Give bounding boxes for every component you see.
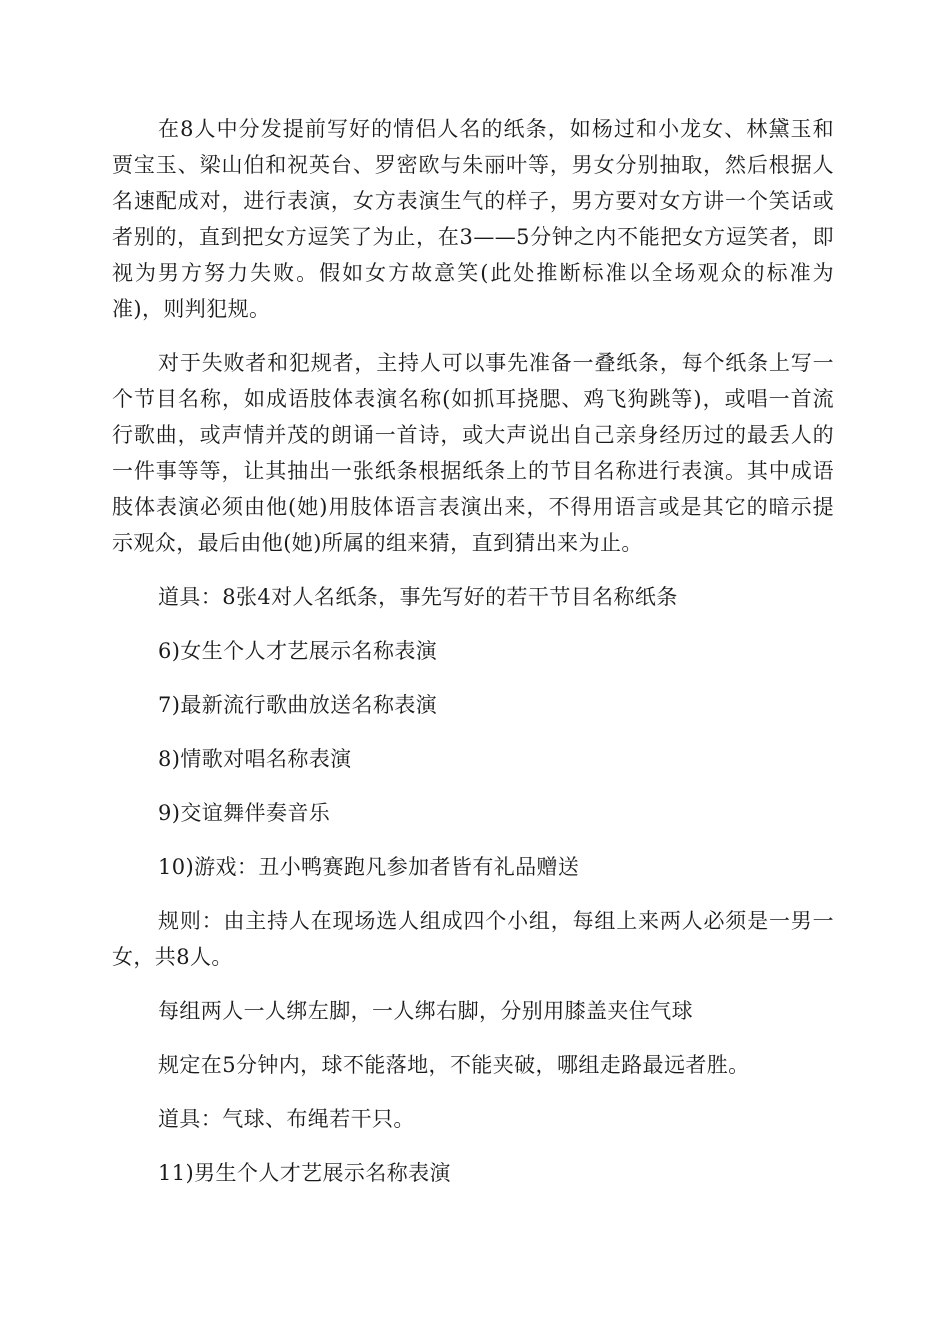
list-item-7: 7)最新流行歌曲放送名称表演	[158, 693, 438, 717]
list-item-6: 6)女生个人才艺展示名称表演	[158, 639, 438, 663]
paragraph-props-2: 道具：气球、布绳若干只。	[158, 1107, 415, 1131]
paragraph-duckling-rules: 规则：由主持人在现场选人组成四个小组，每组上来两人必须是一男一女，共8人。	[112, 909, 834, 969]
document-body	[112, 111, 834, 1191]
paragraph-props-1: 道具：8张4对人名纸条，事先写好的若干节目名称纸条	[158, 585, 678, 609]
list-item-8: 8)情歌对唱名称表演	[158, 747, 352, 771]
list-item-9: 9)交谊舞伴奏音乐	[158, 801, 331, 825]
list-item-10: 10)游戏：丑小鸭赛跑凡参加者皆有礼品赠送	[158, 855, 580, 879]
paragraph-couple-game-rules: 在8人中分发提前写好的情侣人名的纸条，如杨过和小龙女、林黛玉和贾宝玉、梁山伯和祝英台、罗密欧与朱丽叶等，男女分别抽取，然后根据人名速配成对，进行表演，女方表演生气的样子，男方要对女方讲一个笑话或者别的，直到把女方逗笑了为止，在3——5分钟之内不能把女方逗笑者，即视为男方努力失败。假如女方故意笑(此处推断标准以全场观众的标准为准)，则判犯规。	[112, 117, 834, 321]
paragraph-duckling-win-condition: 规定在5分钟内，球不能落地，不能夹破，哪组走路最远者胜。	[158, 1053, 750, 1077]
paragraph-duckling-method: 每组两人一人绑左脚，一人绑右脚，分别用膝盖夹住气球	[158, 999, 693, 1023]
list-item-11: 11)男生个人才艺展示名称表演	[158, 1161, 451, 1185]
paragraph-penalty-rules: 对于失败者和犯规者，主持人可以事先准备一叠纸条，每个纸条上写一个节目名称，如成语肢体表演名称(如抓耳挠腮、鸡飞狗跳等)，或唱一首流行歌曲，或声情并茂的朗诵一首诗，或大声说出自己亲身经历过的最丢人的一件事等等，让其抽出一张纸条根据纸条上的节目名称进行表演。其中成语肢体表演必须由他(她)用肢体语言表演出来，不得用语言或是其它的暗示提示观众，最后由他(她)所属的组来猜，直到猜出来为止。	[112, 351, 834, 555]
